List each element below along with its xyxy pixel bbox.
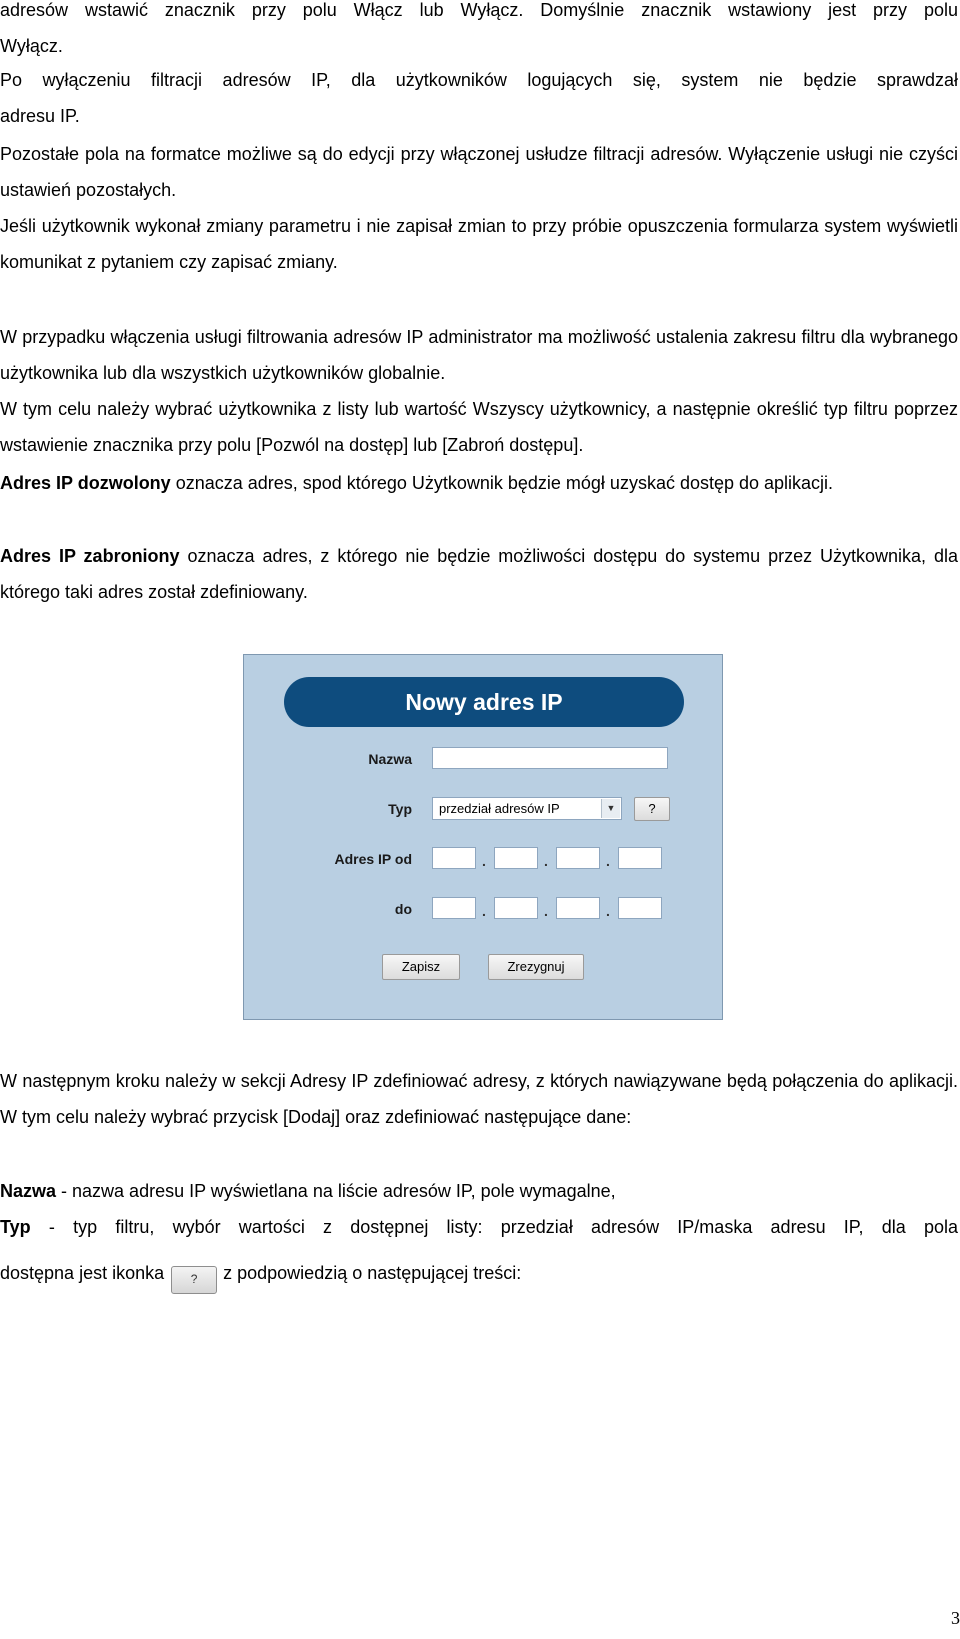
help-button[interactable]: ? xyxy=(634,797,670,821)
paragraph-8 xyxy=(0,538,958,610)
ip-from-label: Adres IP od xyxy=(334,851,412,867)
ip-from-octet-1[interactable] xyxy=(432,847,476,869)
ip-from-octet-4[interactable] xyxy=(618,847,662,869)
paragraph-11-line-1 xyxy=(0,1209,958,1245)
ip-separator: . xyxy=(482,903,486,919)
ip-to-octet-4[interactable] xyxy=(618,897,662,919)
ip-to-label: do xyxy=(394,901,412,917)
paragraph-7 xyxy=(0,465,958,501)
paragraph-8-text: oznacza adres, z którego nie będzie możliwości dostępu do systemu przez Użytkownika, dla którego taki adres został zdefiniowany. xyxy=(0,546,958,602)
term-forbidden-ip: Adres IP zabroniony xyxy=(0,546,180,566)
paragraph-3: Pozostałe pola na formatce możliwe są do edycji przy włączonej usłudze filtracji adresów. Wyłączenie usługi nie czyści ustawień pozostałych. xyxy=(0,144,958,200)
ip-from-octet-3[interactable] xyxy=(556,847,600,869)
paragraph-11-line-2 xyxy=(0,1255,958,1294)
name-input[interactable] xyxy=(432,747,668,769)
inline-help-button: ? xyxy=(171,1266,217,1294)
ip-from-octet-2[interactable] xyxy=(494,847,538,869)
paragraph-1-line-2: Wyłącz. xyxy=(0,36,63,56)
paragraph-10 xyxy=(0,1173,958,1209)
ip-to-octet-1[interactable] xyxy=(432,897,476,919)
chevron-down-icon[interactable]: ▼ xyxy=(601,799,620,818)
paragraph-11-text-b: z podpowiedzią o następującej treści: xyxy=(223,1263,522,1283)
page-number: 3 xyxy=(951,1608,960,1628)
ip-separator: . xyxy=(544,853,548,869)
paragraph-7-text: oznacza adres, spod którego Użytkownik będzie mógł uzyskać dostęp do aplikacji. xyxy=(170,473,834,493)
paragraph-2-line-1: Po wyłączeniu filtracji adresów IP, dla użytkowników logujących się, system nie będzie sprawdzał xyxy=(0,70,958,90)
ip-to-octet-3[interactable] xyxy=(556,897,600,919)
type-select[interactable] xyxy=(432,797,622,820)
new-ip-dialog xyxy=(243,654,723,1020)
ip-separator: . xyxy=(544,903,548,919)
ip-separator: . xyxy=(482,853,486,869)
paragraph-6: W tym celu należy wybrać użytkownika z listy lub wartość Wszyscy użytkownicy, a następnie określić typ filtru poprzez wstawienie znacznika przy polu [Pozwól na dostęp] lub [Zabroń dostępu]. xyxy=(0,399,958,455)
paragraph-9: W następnym kroku należy w sekcji Adresy IP zdefiniować adresy, z których nawiązywane będą połączenia do aplikacji. W tym celu należy wybrać przycisk [Dodaj] oraz zdefiniować następujące dane: xyxy=(0,1071,958,1127)
paragraph-10-text: - nazwa adresu IP wyświetlana na liście adresów IP, pole wymagalne, xyxy=(56,1181,616,1201)
paragraph-2-line-2: adresu IP. xyxy=(0,106,80,126)
paragraph-11-text: - typ filtru, wybór wartości z dostępnej listy: przedział adresów IP/maska adresu IP, dla pola xyxy=(30,1217,958,1237)
name-label: Nazwa xyxy=(368,751,412,767)
paragraph-4: Jeśli użytkownik wykonał zmiany parametru i nie zapisał zmian to przy próbie opuszczenia formularza system wyświetli komunikat z pytaniem czy zapisać zmiany. xyxy=(0,216,958,272)
type-select-value: przedział adresów IP xyxy=(439,801,560,816)
paragraph-11-text-a: dostępna jest ikonka xyxy=(0,1263,165,1283)
term-name: Nazwa xyxy=(0,1181,57,1201)
term-type: Typ xyxy=(0,1217,31,1237)
cancel-button[interactable]: Zrezygnuj xyxy=(488,954,584,980)
paragraph-1-line-1: adresów wstawić znacznik przy polu Włącz lub Wyłącz. Domyślnie znacznik wstawiony jest przy polu xyxy=(0,0,958,20)
paragraph-5: W przypadku włączenia usługi filtrowania adresów IP administrator ma możliwość ustalenia zakresu filtru dla wybranego użytkownika lub dla wszystkich użytkowników globalnie. xyxy=(0,327,958,383)
ip-separator: . xyxy=(606,903,610,919)
save-button[interactable]: Zapisz xyxy=(382,954,460,980)
term-allowed-ip: Adres IP dozwolony xyxy=(0,473,171,493)
type-label: Typ xyxy=(388,801,412,817)
ip-to-octet-2[interactable] xyxy=(494,897,538,919)
ip-separator: . xyxy=(606,853,610,869)
dialog-title: Nowy adres IP xyxy=(284,677,684,727)
